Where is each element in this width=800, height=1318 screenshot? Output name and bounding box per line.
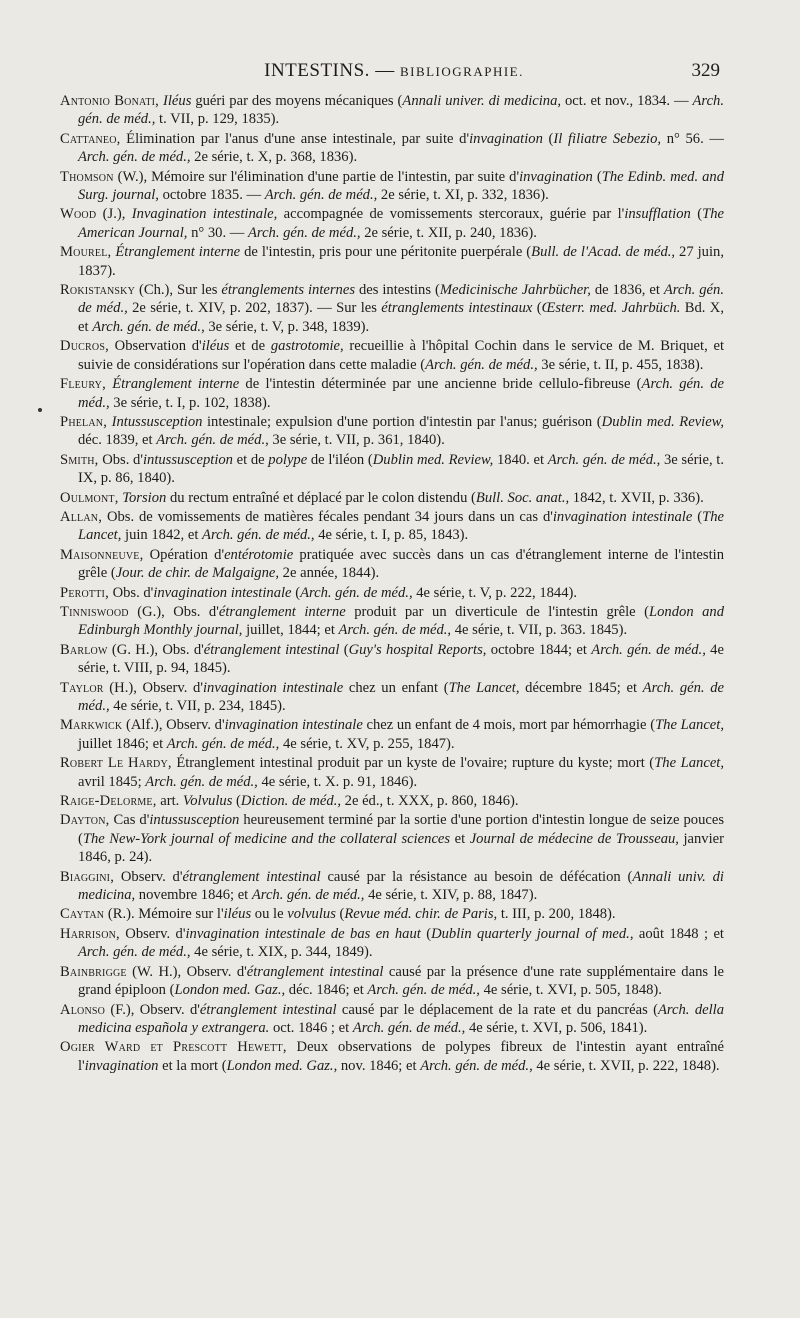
entry-text: (J.),	[96, 206, 132, 223]
entry-italic-text: Guy's hospital Reports,	[348, 641, 487, 658]
bibliography-entry	[60, 679, 724, 716]
entry-text: oct. 1846 ; et	[269, 1019, 353, 1036]
entry-italic-text: London and Edinburgh Monthly journal,	[78, 603, 725, 639]
entry-italic-text: étranglements internes	[221, 282, 356, 299]
entry-italic-text: Arch. gén. de méd.,	[300, 584, 413, 601]
entry-author: Allan,	[60, 508, 103, 525]
running-title	[60, 60, 728, 82]
entry-text: (	[420, 925, 432, 942]
entry-text: chez un enfant de 4 mois, mort par hémorrhagie (	[362, 717, 656, 734]
entry-italic-text: iléus	[223, 906, 252, 923]
entry-author: Harrison,	[60, 925, 120, 942]
entry-text: pratiquée avec succès dans un cas d'étranglement interne de l'intestin grêle (	[78, 546, 724, 582]
entry-italic-text: The Lancet,	[655, 717, 724, 734]
entry-text: août 1848 ; et	[633, 925, 724, 942]
bibliography-entry	[60, 1038, 724, 1075]
entry-italic-text: invagination intestinale	[202, 679, 344, 696]
margin-dot	[38, 408, 42, 412]
entry-author: Ogier Ward et Prescott Hewett,	[60, 1039, 287, 1056]
entry-author: Markwick	[60, 717, 123, 734]
entry-text: Obs. d'	[98, 451, 143, 468]
entry-text: 2e année, 1844).	[279, 565, 380, 582]
entry-italic-text: Arch. gén. de méd.,	[202, 527, 315, 544]
bibliography-entry	[60, 641, 724, 678]
entry-italic-text: Iléus	[163, 93, 192, 109]
entry-italic-text: gastrotomie,	[270, 338, 344, 355]
entry-author: Phelan,	[60, 413, 108, 430]
entry-text: (Alf.), Observ. d'	[122, 717, 225, 734]
page-number: 329	[691, 60, 720, 81]
bibliography-entry	[60, 281, 724, 336]
entry-text: 2e éd., t. XXX, p. 860, 1846).	[341, 793, 519, 810]
entry-text: de l'intestin déterminée par une ancienne bride cellulo-fibreuse (	[239, 376, 642, 393]
entry-author: Taylor	[60, 679, 104, 696]
entry-italic-text: Arch. gén. de méd.,	[166, 735, 280, 752]
entry-italic-text: Arch. della medicina española y extrangera.	[78, 1001, 724, 1036]
entry-italic-text: étranglement interne	[218, 603, 346, 620]
entry-text: (Ch.), Sur les	[135, 282, 222, 299]
entry-author: Dayton,	[60, 812, 110, 829]
entry-text: (G.), Obs. d'	[128, 603, 219, 620]
entry-italic-text: The American Journal,	[78, 206, 724, 241]
entry-italic-text: invagination intestinale de bas en haut	[185, 925, 421, 942]
entry-italic-text: Arch. gén. de méd.,	[591, 641, 706, 658]
entry-text: 3e série, t. IX, p. 86, 1840).	[78, 451, 724, 487]
entry-italic-text: Jour. de chir. de Malgaigne,	[115, 565, 280, 582]
bibliography-entry	[60, 963, 724, 1000]
entry-text: octobre 1844; et	[486, 641, 592, 658]
entry-italic-text: Dublin med. Review,	[372, 451, 494, 468]
entry-text: guéri par des moyens mécaniques (	[191, 93, 403, 109]
bibliography-entry	[60, 451, 724, 488]
entry-text: (F.), Observ. d'	[105, 1001, 200, 1018]
entry-italic-text: The Edinb. med. and Surg. journal,	[78, 168, 725, 204]
entry-text: juillet, 1844; et	[242, 622, 339, 639]
entry-italic-text: Arch. gén. de méd.,	[78, 93, 724, 128]
entry-text: (	[291, 584, 301, 601]
entry-italic-text: étranglement intestinal	[203, 641, 340, 658]
entry-italic-text: Arch. gén. de méd.,	[145, 773, 258, 790]
entry-italic-text: Arch. gén. de méd.,	[264, 187, 378, 204]
entry-italic-text: Diction. de méd.,	[240, 793, 341, 810]
entry-text: Observation d'	[108, 338, 202, 355]
entry-author: Tinniswood	[60, 603, 129, 620]
entry-text: Étranglement intestinal produit par un kyste de l'ovaire; rupture du kyste; mort (	[171, 755, 655, 772]
entry-author: Ducros,	[60, 338, 109, 355]
entry-italic-text: Medicinische Jahrbücher,	[439, 282, 591, 299]
entry-text: (	[592, 168, 602, 185]
entry-text: Opération d'	[143, 546, 225, 563]
bibliography-entry	[60, 925, 724, 962]
title-dash: —	[369, 60, 400, 81]
entry-text: (	[335, 906, 345, 923]
entry-text: 4e série, t. XV, p. 255, 1847).	[279, 735, 455, 752]
entry-italic-text: Étranglement interne	[112, 376, 240, 393]
entry-italic-text: iléus	[201, 338, 230, 355]
entry-text: novembre 1846; et	[135, 887, 252, 904]
entry-text: (	[232, 793, 241, 810]
bibliography-entry	[60, 130, 724, 167]
entry-text: décembre 1845; et	[519, 679, 643, 696]
entry-text: et de	[232, 451, 269, 468]
bibliography-entry	[60, 1001, 724, 1038]
entry-author: Antonio Bonati,	[60, 93, 160, 109]
entry-text: causé par le déplacement de la rate et du pancréas (	[336, 1001, 658, 1018]
entry-text: Observ. d'	[119, 925, 186, 942]
entry-italic-text: invagination intestinale	[153, 584, 292, 601]
entry-text: Cas d'	[109, 812, 150, 829]
entry-text: t. VII, p. 129, 1835).	[155, 111, 280, 128]
entry-italic-text: entérotomie	[224, 546, 294, 563]
entry-text: oct. et nov., 1834. —	[561, 93, 693, 109]
entry-text: du rectum entraîné et déplacé par le colon distendu (	[166, 489, 476, 506]
entry-text: Deux observations de polypes fibreux de l'intestin ayant entraîné l'	[78, 1039, 724, 1074]
entry-italic-text: invagination intestinale	[224, 717, 363, 734]
entry-text: 3e série, t. II, p. 455, 1838).	[537, 356, 704, 373]
entry-italic-text: Torsion	[122, 489, 167, 506]
entry-text: octobre 1835. —	[158, 187, 265, 204]
entry-text: 4e série, t. VII, p. 234, 1845).	[109, 698, 286, 714]
bibliography-entry	[60, 205, 724, 242]
entry-text: causé par la résistance au besoin de défécation (	[320, 868, 633, 885]
entry-text: (	[339, 641, 349, 658]
entry-italic-text: Arch. gén. de méd.,	[92, 318, 205, 335]
entry-italic-text: Il filiatre Sebezio,	[553, 130, 662, 147]
bibliography-list	[60, 92, 724, 1076]
entry-text: accompagnée de vomissements stercoraux, guérie par l'	[277, 206, 625, 223]
entry-text: Observ. d'	[114, 868, 183, 885]
entry-text: causé par la présence d'une rate supplémentaire dans le grand épiploon (	[78, 963, 724, 999]
entry-text: 3e série, t. VII, p. 361, 1840).	[268, 432, 445, 449]
bibliography-entry	[60, 92, 724, 129]
bibliography-entry	[60, 811, 724, 866]
bibliography-entry	[60, 792, 724, 810]
entry-text: (	[690, 206, 703, 223]
entry-italic-text: The Lancet,	[448, 679, 520, 696]
entry-italic-text: Arch. gén. de méd.,	[338, 622, 452, 639]
entry-text: intestinale; expulsion d'une portion d'intestin par l'anus; guérison (	[202, 413, 602, 430]
entry-italic-text: polype	[268, 451, 308, 468]
entry-italic-text: Étranglement interne	[115, 244, 241, 261]
entry-text: 2e série, t. XIV, p. 202, 1837). — Sur les	[127, 300, 382, 317]
entry-text: (H.), Observ. d'	[103, 679, 203, 696]
entry-text: et la mort (	[158, 1057, 227, 1074]
entry-italic-text: Journal de médecine de Trousseau,	[469, 830, 679, 847]
entry-text: heureusement terminé par la sortie d'une portion d'intestin longue de seize pouces (	[78, 812, 724, 847]
entry-italic-text: étranglements intestinaux	[381, 300, 533, 317]
entry-italic-text: The New-York journal of medicine and the collateral sciences	[82, 830, 451, 847]
entry-text: t. III, p. 200, 1848).	[497, 906, 616, 923]
bibliography-entry	[60, 905, 724, 923]
entry-author: Barlow	[60, 641, 108, 658]
bibliography-entry	[60, 603, 724, 640]
entry-text: n° 56. —	[661, 130, 725, 147]
entry-italic-text: The Lancet,	[654, 755, 724, 772]
entry-italic-text: invagination	[84, 1057, 159, 1074]
entry-text: déc. 1846; et	[285, 982, 368, 999]
entry-italic-text: Arch. gén. de méd.,	[156, 432, 269, 449]
entry-author: Bainbrigge	[60, 963, 127, 980]
entry-text: 3e série, t. I, p. 102, 1838).	[109, 394, 271, 411]
entry-italic-text: Bull. Soc. anat.,	[475, 489, 570, 506]
entry-author: Smith,	[60, 451, 99, 468]
entry-text: n° 30. —	[187, 224, 249, 241]
entry-italic-text: Arch. gén. de méd.,	[547, 451, 661, 468]
entry-author: Fleury,	[60, 376, 106, 393]
entry-italic-text: Intussusception	[111, 413, 203, 430]
entry-author: Perotti,	[60, 584, 109, 601]
entry-italic-text: volvulus	[287, 906, 336, 923]
bibliography-entry	[60, 546, 724, 583]
entry-italic-text: Dublin quarterly journal of med.,	[431, 925, 634, 942]
entry-text: 2e série, t. XI, p. 332, 1836).	[377, 187, 549, 204]
entry-italic-text: Dublin med. Review,	[601, 413, 724, 430]
section-title: INTESTINS.	[264, 60, 370, 81]
entry-text: (	[532, 300, 542, 317]
entry-author: Rokistansky	[60, 282, 136, 299]
bibliography-entry	[60, 584, 724, 602]
entry-italic-text: Arch. gén. de méd.,	[248, 224, 361, 241]
entry-italic-text: Œsterr. med. Jahrbüch.	[541, 300, 681, 317]
entry-text: 4e série, t. XIX, p. 344, 1849).	[190, 944, 373, 961]
entry-author: Caytan	[60, 906, 105, 923]
bibliography-entry	[60, 337, 724, 374]
entry-italic-text: Revue méd. chir. de Paris,	[344, 906, 498, 923]
entry-text: et	[450, 830, 470, 847]
entry-text: 4e série, t. XIV, p. 88, 1847).	[364, 887, 538, 904]
bibliography-entry	[60, 375, 724, 412]
entry-text: 2e série, t. XII, p. 240, 1836).	[360, 224, 537, 241]
entry-text: (G. H.), Obs. d'	[107, 641, 204, 658]
entry-text: Bd. X, et	[78, 300, 724, 335]
entry-text: juillet 1846; et	[78, 735, 167, 752]
bibliography-entry	[60, 508, 724, 545]
entry-italic-text: Arch. gén. de méd.,	[367, 982, 480, 999]
entry-text: Obs. d'	[108, 584, 154, 601]
entry-text: de l'intestin, pris pour une péritonite puerpérale (	[240, 244, 532, 261]
entry-italic-text: Bull. de l'Acad. de méd.,	[531, 244, 676, 261]
section-subtitle: BIBLIOGRAPHIE.	[399, 64, 524, 79]
entry-text: chez un enfant (	[343, 679, 449, 696]
bibliography-entry	[60, 413, 724, 450]
running-header	[60, 60, 728, 88]
entry-italic-text: invagination	[519, 168, 593, 185]
entry-author: Biaggini,	[60, 868, 115, 885]
entry-author: Robert Le Hardy,	[60, 755, 172, 772]
entry-italic-text: Arch. gén. de méd.,	[78, 149, 191, 166]
entry-text: Élimination par l'anus d'une anse intestinale, par suite d'	[120, 130, 470, 147]
entry-text: juin 1842, et	[121, 527, 203, 544]
entry-italic-text: invagination	[469, 130, 543, 147]
entry-italic-text: Arch. gén. de méd.,	[352, 1019, 466, 1036]
entry-italic-text: étranglement intestinal	[246, 963, 384, 980]
entry-author: Alonso	[60, 1001, 106, 1018]
entry-italic-text: London med. Gaz.,	[226, 1057, 338, 1074]
entry-italic-text: intussusception	[149, 812, 240, 829]
entry-italic-text: Annali univ. di medicina,	[78, 868, 724, 904]
entry-text: art.	[156, 793, 183, 810]
entry-italic-text: Arch. gén. de méd.,	[425, 356, 538, 373]
entry-italic-text: Volvulus	[182, 793, 233, 810]
entry-italic-text: Arch. gén. de méd.,	[78, 282, 724, 317]
bibliography-entry	[60, 716, 724, 753]
entry-text: (	[542, 130, 554, 147]
entry-italic-text: London med. Gaz.,	[174, 982, 286, 999]
entry-italic-text: étranglement intestinal	[199, 1001, 337, 1018]
entry-italic-text: The Lancet,	[78, 508, 724, 544]
entry-text: ou le	[251, 906, 288, 923]
entry-text: 4e série, t. XVI, p. 505, 1848).	[479, 982, 662, 999]
entry-author: Raige-Delorme,	[60, 793, 157, 810]
entry-author: Wood	[60, 206, 97, 223]
entry-text: Obs. de vomissements de matières fécales pendant 34 jours dans un cas d'	[102, 508, 553, 525]
entry-text: 27 juin, 1837).	[78, 244, 724, 279]
entry-italic-text: Arch. gén. de méd.,	[420, 1057, 533, 1074]
bibliography-entry	[60, 489, 724, 507]
entry-text: des intestins (	[355, 282, 440, 299]
bibliography-entry	[60, 754, 724, 791]
entry-text: 4e série, t. I, p. 85, 1843).	[314, 527, 469, 544]
entry-author: Mourel,	[60, 244, 112, 261]
entry-text: 1842, t. XVII, p. 336).	[569, 489, 704, 506]
entry-text: 4e série, t. VIII, p. 94, 1845).	[78, 641, 724, 677]
entry-italic-text: intussusception	[142, 451, 233, 468]
bibliography-entry	[60, 868, 724, 905]
entry-text: recueillie à l'hôpital Cochin dans le service de M. Briquet, et suivie de considérations sur l'opération dans cette maladie (	[78, 338, 724, 373]
entry-italic-text: insufflation	[624, 206, 691, 223]
entry-italic-text: invagination intestinale	[552, 508, 693, 525]
entry-text: 1840. et	[493, 451, 548, 468]
entry-text: 4e série, t. V, p. 222, 1844).	[412, 584, 578, 601]
bibliography-entry	[60, 168, 724, 205]
entry-text: et de	[229, 338, 271, 355]
entry-text: (R.). Mémoire sur l'	[104, 906, 224, 923]
entry-italic-text: Arch. gén. de méd.,	[78, 376, 724, 411]
entry-text: avril 1845;	[78, 773, 146, 790]
entry-author: Oulmont,	[60, 489, 119, 506]
entry-italic-text: Arch. gén. de méd.,	[251, 887, 365, 904]
entry-text: de 1836, et	[590, 282, 664, 299]
entry-text: de l'iléon (	[307, 451, 373, 468]
entry-text: 4e série, t. X. p. 91, 1846).	[257, 773, 418, 790]
entry-text: janvier 1846, p. 24).	[78, 830, 724, 866]
entry-text: 3e série, t. V, p. 348, 1839).	[204, 318, 370, 335]
entry-text: 4e série, t. XVI, p. 506, 1841).	[465, 1019, 648, 1036]
entry-author: Thomson	[60, 168, 114, 185]
entry-author: Maisonneuve,	[60, 546, 144, 563]
entry-text: 4e série, t. XVII, p. 222, 1848).	[532, 1057, 720, 1074]
entry-text: nov. 1846; et	[337, 1057, 421, 1074]
entry-author: Cattaneo,	[60, 130, 121, 147]
entry-italic-text: Annali univer. di medicina,	[402, 93, 562, 109]
entry-italic-text: Arch. gén. de méd.,	[78, 679, 724, 714]
entry-italic-text: Invagination intestinale,	[131, 206, 278, 223]
entry-italic-text: Arch. gén. de méd.,	[78, 944, 191, 961]
entry-text: produit par un diverticule de l'intestin grêle (	[345, 603, 650, 620]
entry-italic-text: étranglement intestinal	[182, 868, 321, 885]
entry-text: (W.), Mémoire sur l'élimination d'une partie de l'intestin, par suite d'	[113, 168, 520, 185]
bibliography-entry	[60, 243, 724, 280]
entry-text: 2e série, t. X, p. 368, 1836).	[190, 149, 358, 166]
entry-text: (W. H.), Observ. d'	[126, 963, 247, 980]
entry-text: (	[692, 508, 703, 525]
entry-text: 4e série, t. VII, p. 363. 1845).	[451, 622, 628, 639]
entry-text: déc. 1839, et	[78, 432, 157, 449]
